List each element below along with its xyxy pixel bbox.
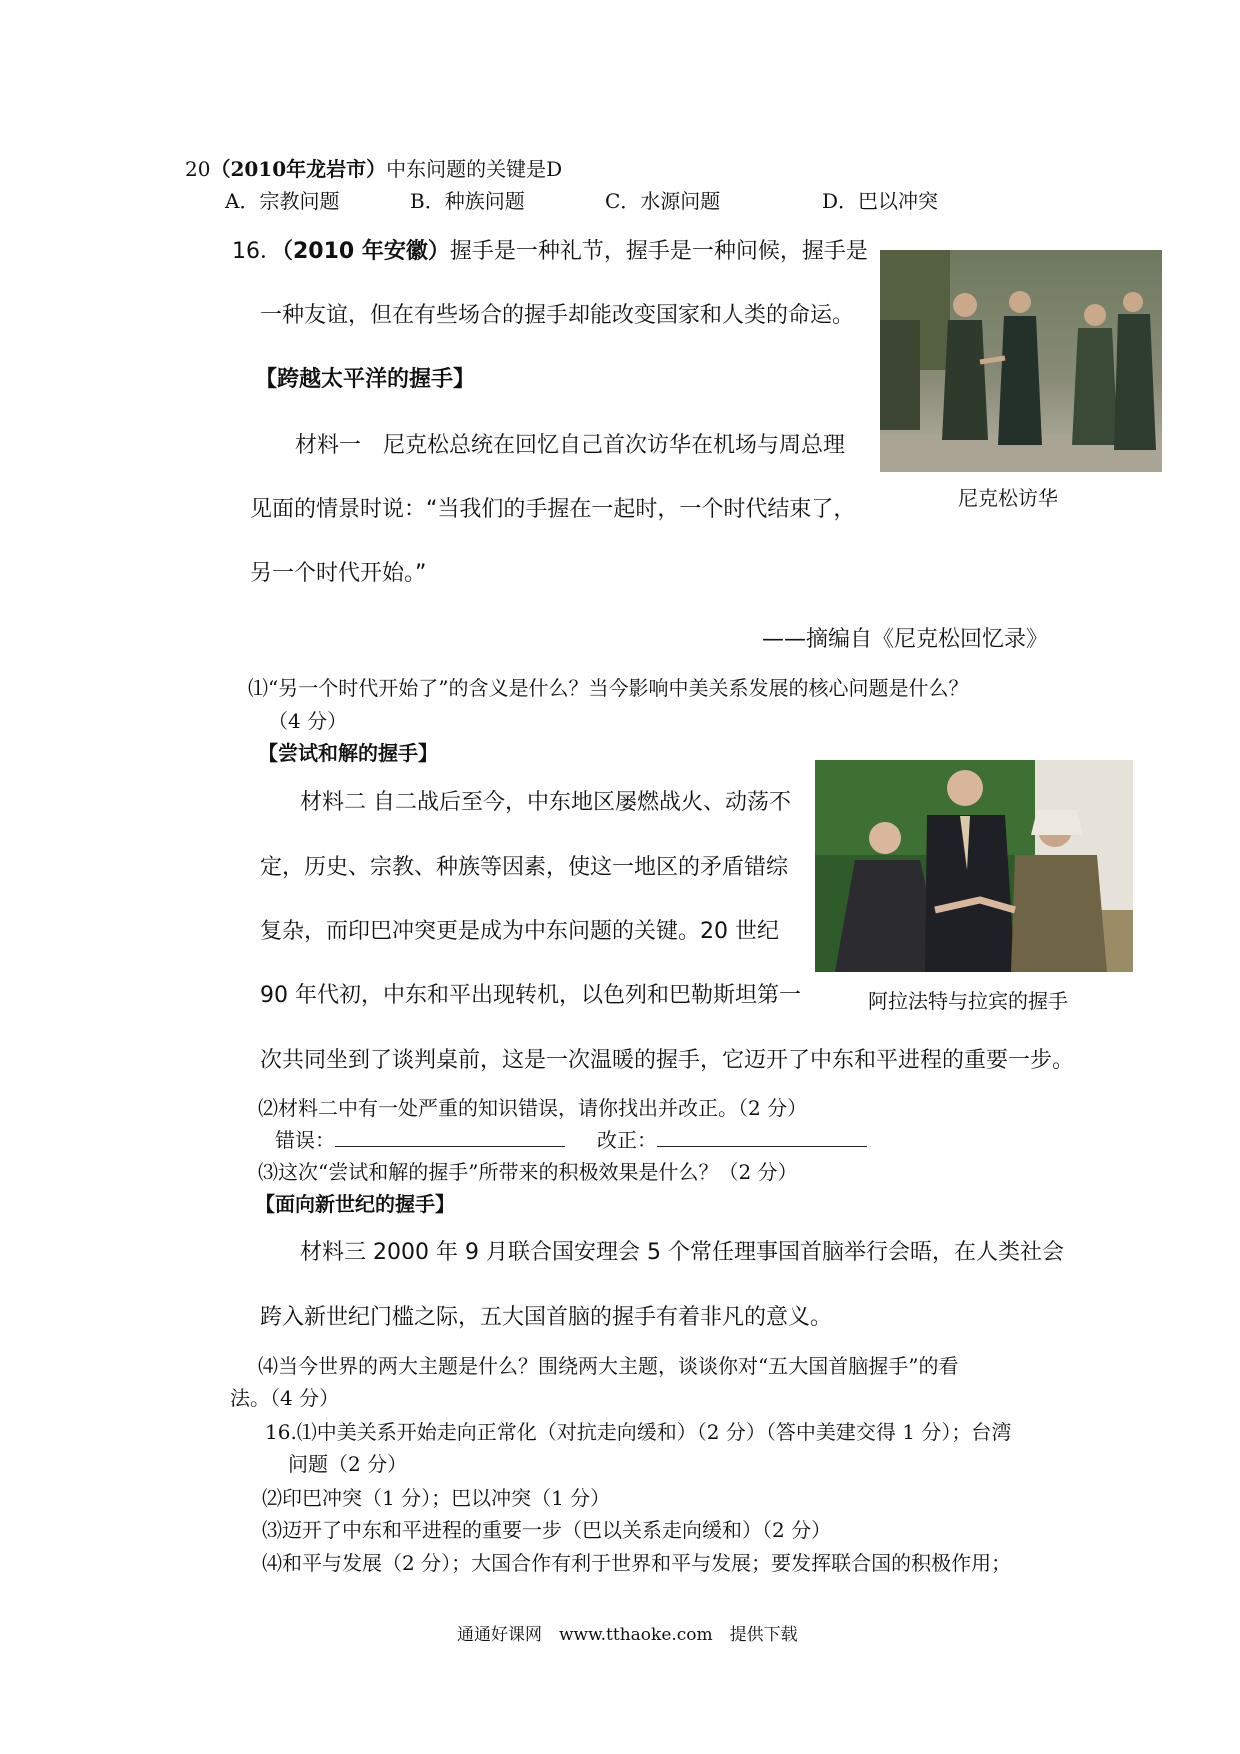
answer1-line2: 问题（2 分） — [288, 1452, 408, 1476]
material3-line1: 材料三 2000 年 9 月联合国安理会 5 个常任理事国首脑举行会晤，在人类社会 — [300, 1240, 1064, 1265]
section-heading-2: 【尝试和解的握手】 — [258, 741, 438, 765]
q20-text: 中东问题的关键是D — [386, 157, 563, 181]
photo-nixon-visit — [880, 250, 1162, 472]
material1-line2: 见面的情景时说：“当我们的手握在一起时，一个时代结束了， — [250, 497, 856, 522]
question2: ⑵材料二中有一处严重的知识错误，请你找出并改正。（2 分） — [258, 1096, 808, 1120]
material1-line1: 材料一 尼克松总统在回忆自己首次访华在机场与周总理 — [295, 433, 846, 458]
material3-line2: 跨入新世纪门槛之际，五大国首脑的握手有着非凡的意义。 — [260, 1305, 833, 1330]
q20-option-b: B．种族问题 — [410, 189, 525, 213]
question4-line1: ⑷当今世界的两大主题是什么？围绕两大主题，谈谈你对“五大国首脑握手”的看 — [258, 1354, 959, 1378]
question1-line2: （4 分） — [268, 709, 348, 733]
q16-intro-line2: 一种友谊，但在有些场合的握手却能改变国家和人类的命运。 — [260, 303, 855, 328]
question3: ⑶这次“尝试和解的握手”所带来的积极效果是什么？（2 分） — [258, 1160, 798, 1184]
question1-line1: ⑴“另一个时代开始了”的含义是什么？当今影响中美关系发展的核心问题是什么？ — [248, 676, 969, 700]
material1-line3: 另一个时代开始。” — [250, 561, 427, 586]
q20-number: 20 — [185, 157, 211, 181]
answer2: ⑵印巴冲突（1 分）；巴以冲突（1 分） — [262, 1486, 611, 1510]
error-label: 错误： — [275, 1128, 335, 1152]
material2-line4: 90 年代初，中东和平出现转机，以色列和巴勒斯坦第一 — [260, 983, 801, 1008]
q20-stem — [185, 153, 562, 182]
photo-nixon-caption: 尼克松访华 — [958, 486, 1058, 510]
answer3: ⑶迈开了中东和平进程的重要一步（巴以关系走向缓和）（2 分） — [262, 1518, 832, 1542]
material2-line3: 复杂，而印巴冲突更是成为中东问题的关键。20 世纪 — [260, 919, 779, 944]
material1-source: ——摘编自《尼克松回忆录》 — [762, 627, 1049, 652]
q16-source: （2010 年安徽） — [282, 239, 450, 264]
section-heading-3: 【面向新世纪的握手】 — [255, 1192, 455, 1216]
q20-option-c: C．水源问题 — [605, 189, 721, 213]
q20-option-d: D．巴以冲突 — [822, 189, 939, 213]
photo-arafat-caption: 阿拉法特与拉宾的握手 — [868, 989, 1068, 1013]
q16-number: 16． — [232, 239, 282, 264]
page-footer: 通通好课网 www.tthaoke.com 提供下载 — [457, 1625, 798, 1645]
correction-blank[interactable] — [657, 1128, 867, 1147]
correction-label: 改正： — [597, 1128, 657, 1152]
photo-arafat-rabin — [815, 760, 1133, 972]
material2-line1: 材料二 自二战后至今，中东地区屡燃战火、动荡不 — [300, 790, 791, 815]
question2-answer-line — [275, 1124, 867, 1153]
question4-line2: 法。（4 分） — [230, 1386, 340, 1410]
error-blank[interactable] — [335, 1128, 565, 1147]
answer4: ⑷和平与发展（2 分）；大国合作有利于世界和平与发展；要发挥联合国的积极作用； — [262, 1551, 1012, 1575]
q16-intro-line1: 16．（2010 年安徽）握手是一种礼节，握手是一种问候，握手是 — [232, 239, 868, 264]
section-heading-1: 【跨越太平洋的握手】 — [255, 367, 476, 392]
answer1-line1: 16.⑴中美关系开始走向正常化（对抗走向缓和）（2 分）（答中美建交得 1 分）；台湾 — [265, 1420, 1012, 1444]
material2-line2: 定，历史、宗教、种族等因素，使这一地区的矛盾错综 — [260, 855, 789, 880]
material2-line5: 次共同坐到了谈判桌前，这是一次温暖的握手，它迈开了中东和平进程的重要一步。 — [260, 1048, 1075, 1073]
q20-option-a: A．宗教问题 — [225, 189, 340, 213]
q20-source: （2010年龙岩市） — [210, 157, 387, 181]
